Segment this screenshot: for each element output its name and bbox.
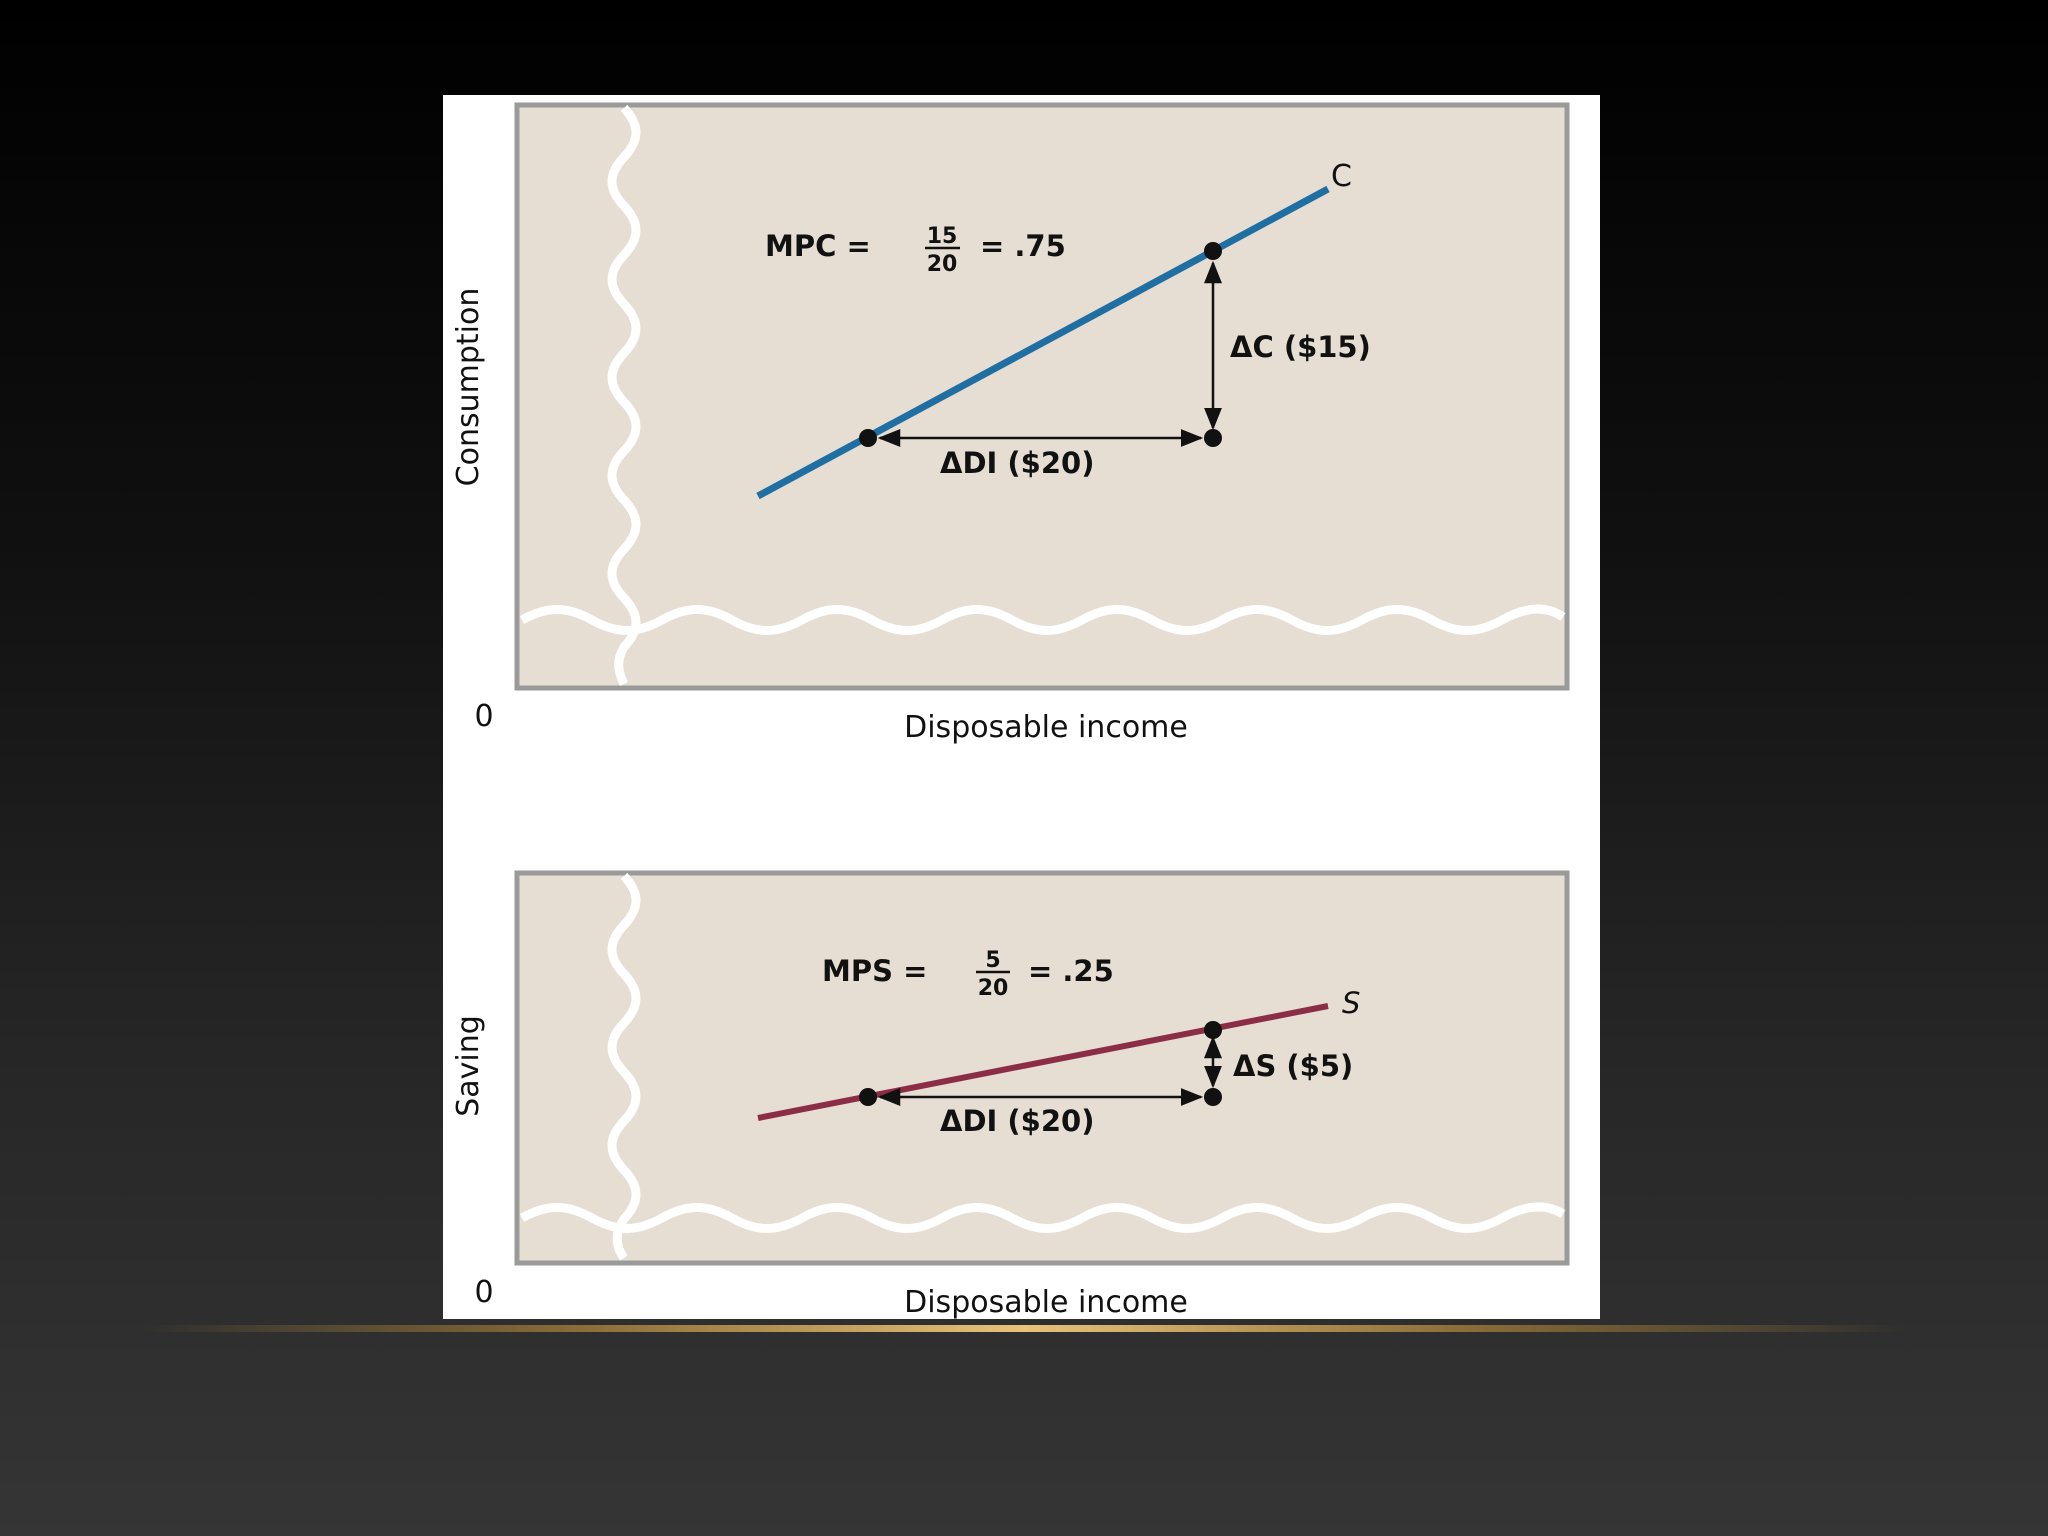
mps-fraction-numerator: 5	[985, 948, 1001, 973]
saving-x-axis-label: Disposable income	[904, 1285, 1188, 1320]
mps-formula-prefix: MPS =	[822, 954, 928, 988]
delta-c-label: ΔC ($15)	[1230, 330, 1371, 364]
consumption-curve-label: C	[1331, 159, 1352, 194]
delta-di-label-top: ΔDI ($20)	[940, 446, 1095, 480]
consumption-point-low	[859, 429, 877, 447]
consumption-panel	[517, 105, 1567, 688]
mps-formula-result: = .25	[1028, 954, 1114, 988]
mpc-formula-result: = .75	[980, 229, 1066, 263]
delta-di-label-bottom: ΔDI ($20)	[940, 1104, 1095, 1138]
gold-divider-line	[140, 1325, 1908, 1332]
consumption-point-high	[1204, 242, 1222, 260]
saving-point-low	[859, 1088, 877, 1106]
consumption-point-corner	[1204, 429, 1222, 447]
consumption-origin-label: 0	[474, 699, 494, 734]
delta-s-label: ΔS ($5)	[1233, 1049, 1354, 1083]
saving-y-axis-label: Saving	[451, 1015, 486, 1117]
consumption-y-axis-label: Consumption	[451, 287, 486, 487]
mps-fraction-denominator: 20	[977, 976, 1009, 1001]
mpc-fraction-numerator: 15	[926, 224, 958, 249]
mpc-fraction-denominator: 20	[926, 252, 958, 277]
saving-point-high	[1204, 1021, 1222, 1039]
saving-point-corner	[1204, 1088, 1222, 1106]
saving-curve-label: S	[1342, 986, 1361, 1020]
consumption-x-axis-label: Disposable income	[904, 710, 1188, 745]
consumption-panel-background	[517, 105, 1567, 688]
mpc-formula-prefix: MPC =	[765, 229, 871, 263]
saving-origin-label: 0	[474, 1275, 494, 1310]
saving-panel	[517, 873, 1567, 1263]
